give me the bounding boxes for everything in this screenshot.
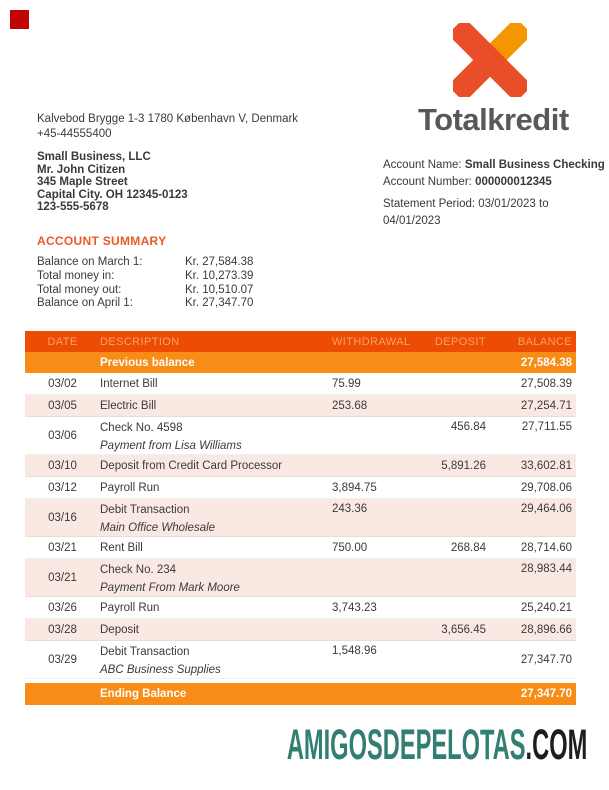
cell-description <box>100 541 332 555</box>
cell-balance: 28,714.60 <box>520 542 572 554</box>
cell-deposit: 3,656.45 <box>441 624 486 636</box>
account-number-value: 000000012345 <box>475 175 552 188</box>
cell-date: 03/16 <box>48 512 77 524</box>
description-subtext: Payment from Lisa Williams <box>100 440 242 452</box>
summary-value: Kr. 10,510.07 <box>185 283 254 296</box>
cell-description <box>100 417 332 453</box>
summary-row <box>37 270 253 284</box>
bank-address-block <box>37 112 298 142</box>
header-balance: BALANCE <box>517 335 572 348</box>
summary-label: Total money in: <box>37 269 115 282</box>
transaction-row <box>25 477 576 499</box>
summary-value: Kr. 27,584.38 <box>185 256 254 268</box>
cell-balance: 27,711.55 <box>521 421 572 433</box>
previous-balance-row <box>25 352 576 373</box>
description-subtext: Main Office Wholesale <box>100 522 216 534</box>
cell-balance: 27,347.70 <box>520 654 572 666</box>
transaction-row <box>25 559 576 597</box>
cell-withdrawal: 75.99 <box>332 378 361 390</box>
transaction-row <box>25 373 576 395</box>
cell-deposit: 5,891.26 <box>441 460 486 472</box>
cell-description <box>100 559 332 595</box>
cell-description <box>100 623 332 637</box>
account-name-value: Small Business Checking <box>464 159 605 171</box>
cell-withdrawal: 750.00 <box>332 542 368 554</box>
cell-description <box>100 481 332 495</box>
cell-date: 03/28 <box>48 624 77 636</box>
cell-withdrawal <box>332 559 415 563</box>
cell-balance: 27,254.71 <box>520 400 572 412</box>
cell-date: 03/02 <box>48 378 77 390</box>
account-info-block <box>383 157 609 229</box>
cell-withdrawal: 3,894.75 <box>332 482 377 494</box>
account-name-label: Account Name: <box>383 159 462 171</box>
description-text: Payroll Run <box>100 602 160 614</box>
header-deposit: DEPOSIT <box>434 335 486 348</box>
cell-description <box>100 399 332 413</box>
watermark-suffix: .COM <box>525 721 587 769</box>
transaction-row <box>25 641 576 679</box>
description-text: Debit Transaction <box>100 646 190 658</box>
cell-balance: 29,464.06 <box>520 503 572 515</box>
account-number-label: Account Number: <box>383 175 472 188</box>
cell-deposit: 268.84 <box>450 542 486 554</box>
brand-name: Totalkredit <box>418 102 569 137</box>
description-text: Payroll Run <box>100 482 160 494</box>
statement-period: Statement Period: 03/01/2023 to 04/01/2023 <box>383 198 549 227</box>
previous-balance-label: Previous balance <box>100 356 195 369</box>
cell-withdrawal: 3,743.23 <box>332 602 377 614</box>
previous-balance-value: 27,584.38 <box>520 356 572 369</box>
cell-date: 03/06 <box>48 430 77 442</box>
description-subtext: Payment From Mark Moore <box>100 582 240 594</box>
transaction-row <box>25 597 576 619</box>
customer-address-line: Small Business, LLC <box>37 151 151 163</box>
account-number-line <box>383 174 609 191</box>
account-name-line <box>383 157 609 174</box>
description-text: Internet Bill <box>100 378 158 390</box>
transaction-row <box>25 455 576 477</box>
cell-date: 03/29 <box>48 654 77 666</box>
cell-date: 03/12 <box>48 482 77 494</box>
summary-label: Total money out: <box>37 283 122 296</box>
header-description: DESCRIPTION <box>100 335 180 348</box>
account-summary-title: ACCOUNT SUMMARY <box>37 234 167 248</box>
summary-row <box>37 284 253 298</box>
brand-logo <box>418 23 588 135</box>
cell-deposit <box>415 499 486 503</box>
description-text: Debit Transaction <box>100 504 190 516</box>
summary-value: Kr. 27,347.70 <box>185 297 254 310</box>
customer-address-block <box>37 151 188 214</box>
cell-description <box>100 499 332 535</box>
transaction-row <box>25 395 576 417</box>
bank-address-line: Kalvebod Brygge 1-3 1780 København V, Denmark <box>37 113 299 125</box>
cell-balance: 29,708.06 <box>520 482 572 494</box>
description-text: Deposit from Credit Card Processor <box>100 460 283 472</box>
ending-balance-label: Ending Balance <box>100 688 187 700</box>
summary-label: Balance on April 1: <box>37 297 133 310</box>
header-withdrawal: WITHDRAWAL <box>332 335 411 348</box>
cell-withdrawal: 1,548.96 <box>332 645 377 657</box>
cell-balance: 25,240.21 <box>520 602 572 614</box>
cell-description <box>100 459 332 473</box>
cell-withdrawal: 243.36 <box>332 503 368 515</box>
customer-address-line: Mr. John Citizen <box>37 163 126 176</box>
watermark-main: AMIGOSDEPELOTAS <box>286 721 526 769</box>
table-header-row <box>25 331 576 352</box>
cell-date: 03/05 <box>48 400 77 412</box>
account-summary-list <box>37 256 253 311</box>
transaction-row <box>25 537 576 559</box>
customer-address-line: 123-555-5678 <box>37 201 109 213</box>
cell-date: 03/10 <box>48 460 77 472</box>
description-text: Deposit <box>100 624 139 636</box>
cell-deposit: 456.84 <box>450 421 486 433</box>
header-date: DATE <box>47 335 78 348</box>
summary-label: Balance on March 1: <box>37 256 143 268</box>
description-text: Rent Bill <box>100 542 143 554</box>
customer-address-line: Capital City. OH 12345-0123 <box>37 188 188 201</box>
cell-description <box>100 601 332 615</box>
cell-withdrawal: 253.68 <box>332 400 368 412</box>
cell-withdrawal <box>332 417 415 421</box>
description-text: Check No. 234 <box>100 564 177 576</box>
cell-balance: 28,896.66 <box>520 624 572 636</box>
cell-balance: 27,508.39 <box>520 378 572 390</box>
description-text: Check No. 4598 <box>100 422 183 434</box>
cell-description <box>100 377 332 391</box>
cell-date: 03/21 <box>48 542 77 554</box>
transaction-row <box>25 499 576 537</box>
cell-deposit <box>415 641 486 645</box>
description-subtext: ABC Business Supplies <box>100 664 221 676</box>
summary-value: Kr. 10,273.39 <box>185 269 254 282</box>
ending-balance-value: 27,347.70 <box>520 688 572 700</box>
transaction-table <box>25 331 576 705</box>
red-corner-mark <box>10 10 29 29</box>
ending-balance-row <box>25 683 576 705</box>
cell-date: 03/21 <box>48 572 77 584</box>
customer-address-line: 345 Maple Street <box>37 176 128 188</box>
watermark <box>286 721 587 769</box>
cell-balance: 33,602.81 <box>520 460 572 472</box>
cell-deposit <box>415 559 486 563</box>
description-text: Electric Bill <box>100 400 157 412</box>
summary-row <box>37 256 253 270</box>
cell-date: 03/26 <box>48 602 77 614</box>
cell-description <box>100 641 332 677</box>
summary-row <box>37 297 253 311</box>
brand-x-icon <box>453 23 527 97</box>
bank-address-line: +45-44555400 <box>37 128 112 140</box>
transaction-row <box>25 619 576 641</box>
cell-balance: 28,983.44 <box>520 563 572 575</box>
transaction-row <box>25 417 576 455</box>
